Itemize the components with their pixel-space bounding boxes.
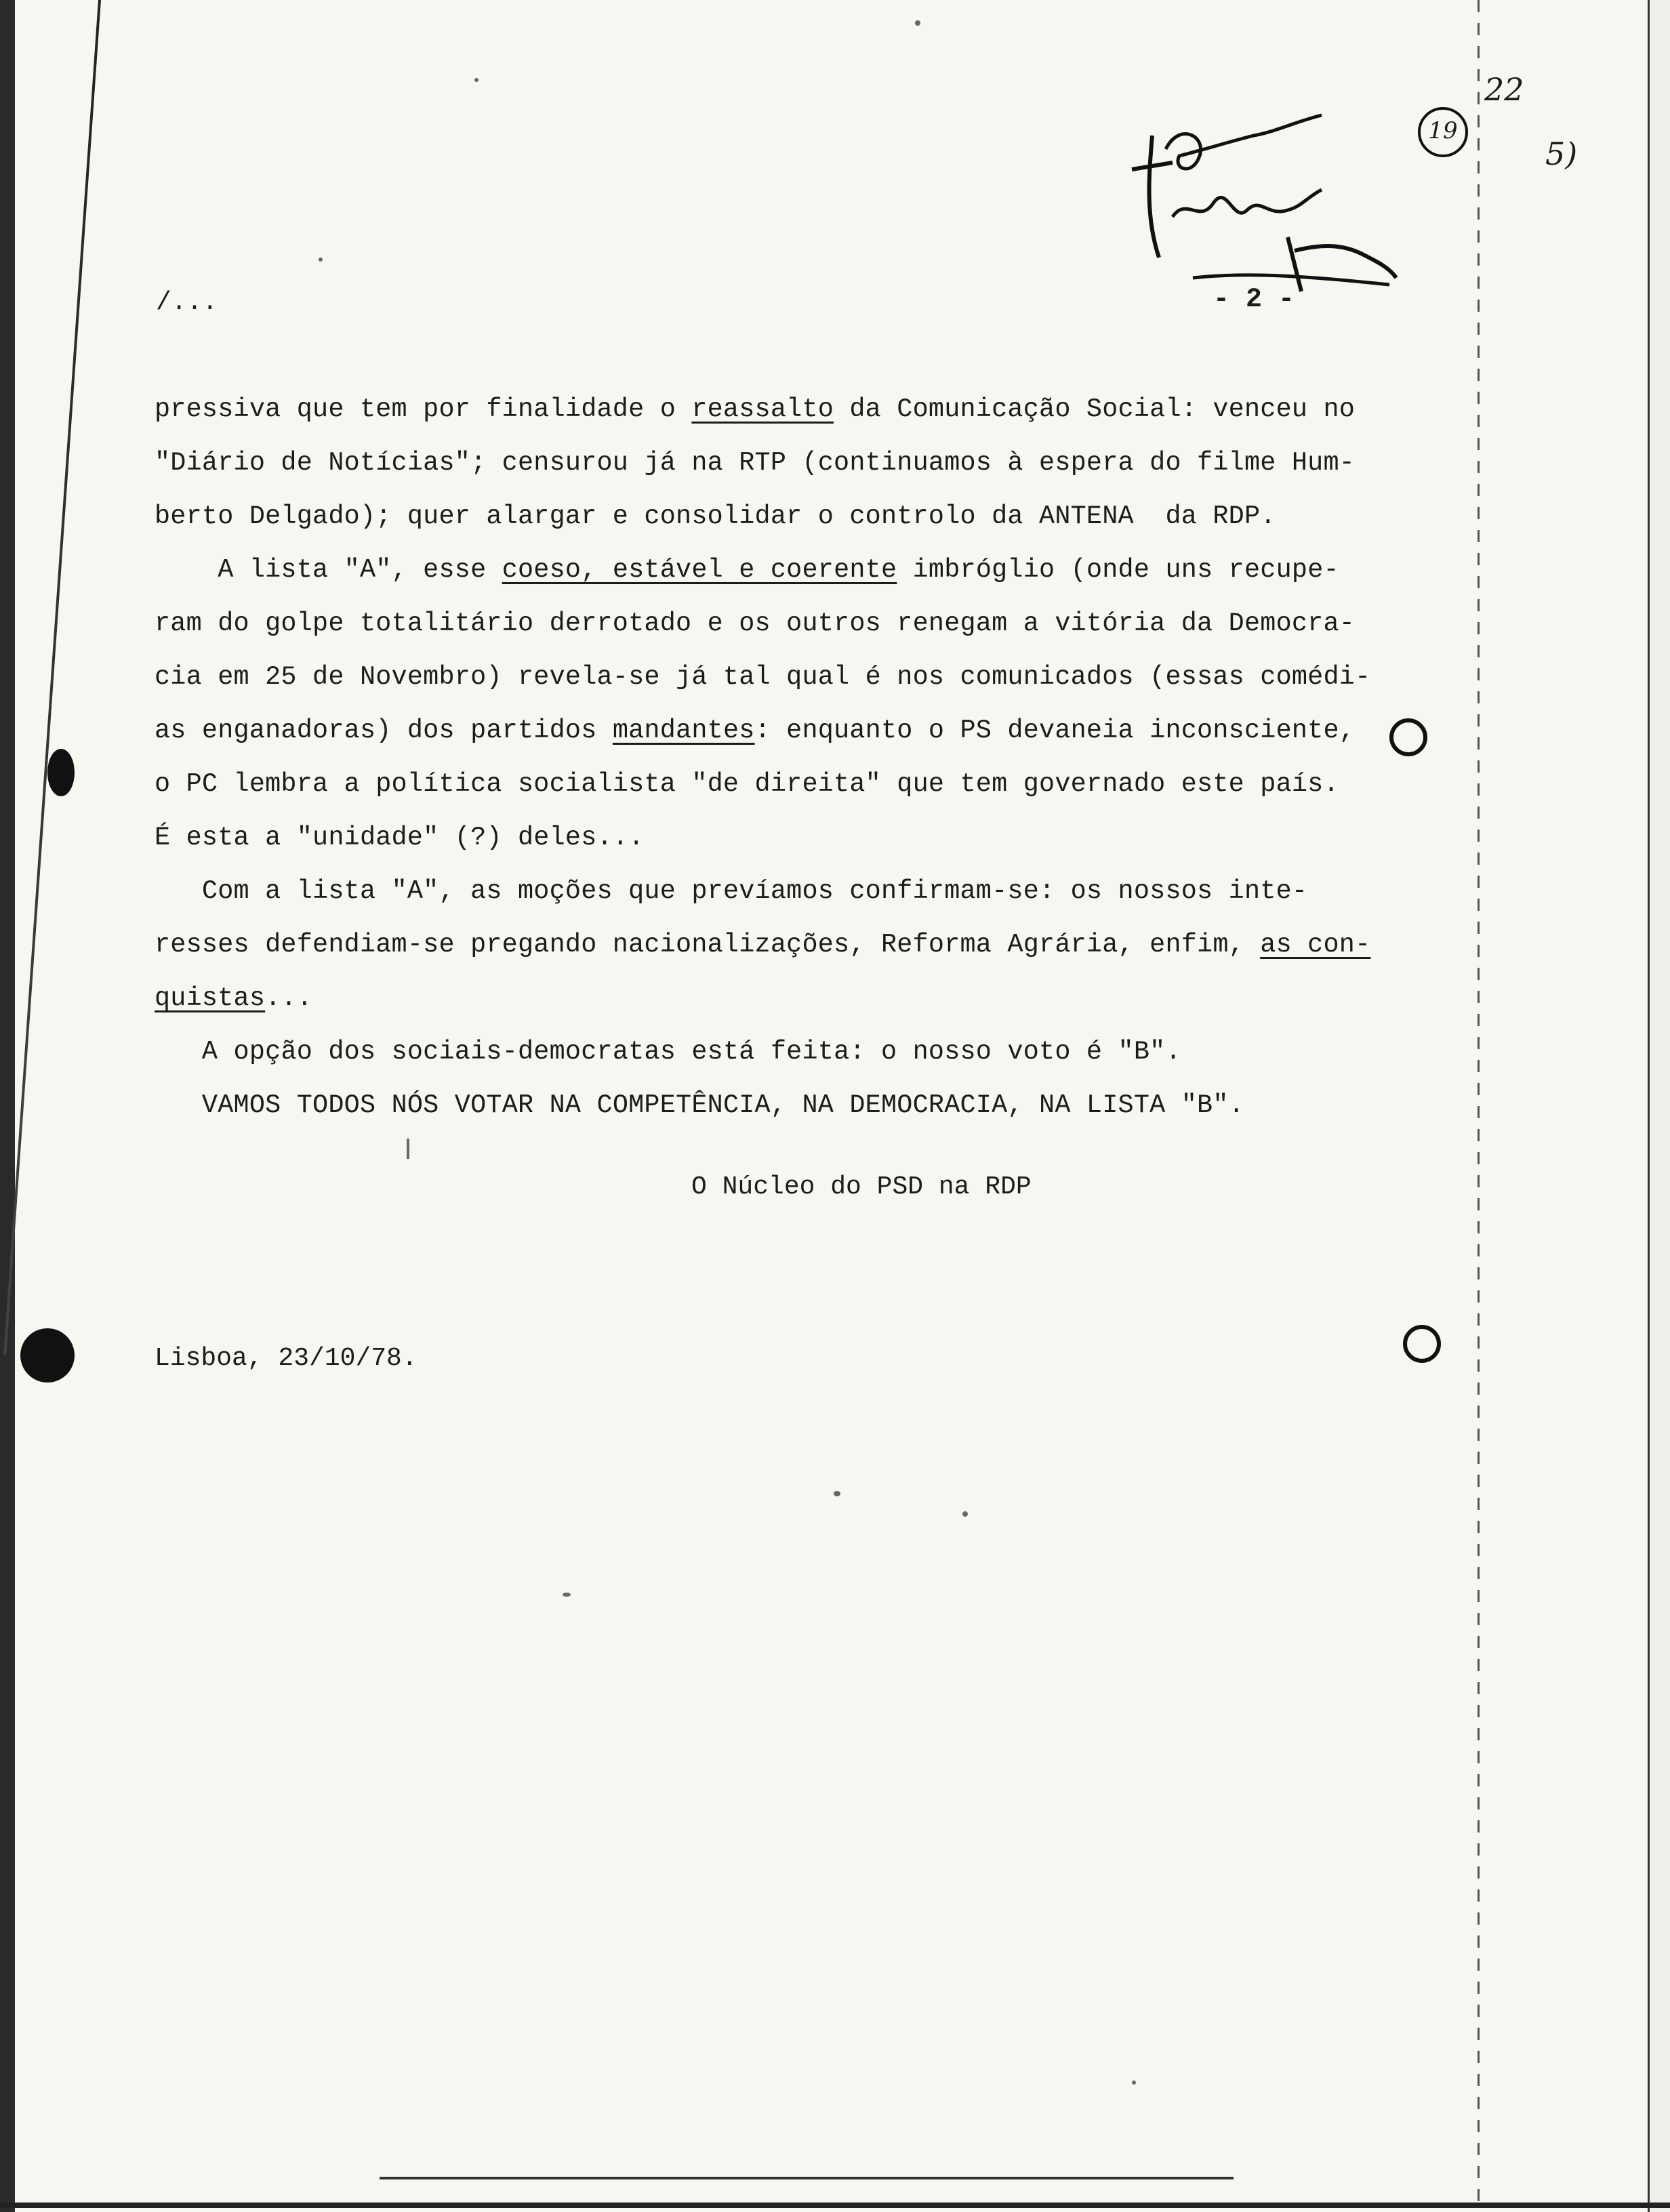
scan-speck [319, 258, 323, 262]
paragraph-4 [155, 1025, 1395, 1079]
paragraph-2 [155, 544, 1395, 865]
circled-number-19: 19 [1418, 107, 1468, 157]
date-line: Lisboa, 23/10/78. [155, 1344, 418, 1373]
text-segment: ... [265, 983, 313, 1013]
paragraph-1 [155, 383, 1395, 544]
scan-speck [962, 1511, 968, 1517]
text-segment: da Comunicação Social: venceu no "Diário de Notícias"; censurou já na RTP (continuamos à espera do filme Hum- berto Delgado); quer alargar e consolidar o controlo da ANTENA da RDP. [155, 394, 1356, 531]
underlined-segment: mandantes [612, 716, 755, 745]
text-segment: A opção dos sociais-democratas está feita: o nosso voto é "B". [155, 1037, 1181, 1067]
left-margin-line [3, 0, 101, 1355]
footer-rule [380, 2177, 1234, 2179]
margin-number-5: 5) [1545, 136, 1578, 172]
page-left-edge [0, 0, 15, 2212]
paragraph-5 [155, 1079, 1395, 1132]
circle-mark-icon [1389, 718, 1427, 756]
right-fold-line [1478, 0, 1480, 2212]
text-segment: Com a lista "A", as moções que prevíamos confirmam-se: os nossos inte- resses defendiam-se pregando nacionalizações, Reforma Agrária, enfim, [155, 876, 1308, 960]
text-segment: pressiva que tem por finalidade o [155, 394, 692, 424]
page-right-edge [1648, 0, 1670, 2212]
punch-hole-icon [20, 1328, 75, 1382]
scan-speck [915, 20, 920, 26]
underlined-segment: as con- quistas [155, 930, 1371, 1013]
underlined-segment: reassalto [691, 394, 834, 424]
continuation-mark: /... [156, 288, 218, 317]
scan-speck [563, 1593, 571, 1597]
letter-body [155, 383, 1395, 1132]
page-number: - 2 - [1213, 285, 1295, 315]
text-segment: : enquanto o PS devaneia inconsciente, o PC lembra a política socialista "de direita" que tem governado este país. É esta a "unidade" (?) deles... [155, 716, 1356, 853]
scan-speck [407, 1139, 409, 1159]
text-segment: imbróglio (onde uns recupe- ram do golpe totalitário derrotado e os outros renegam a vitória da Democra- cia em 25 de Novembro) revela-se já tal qual é nos comunicados (essas comédi- as enganadoras) dos partidos [155, 555, 1371, 745]
page-bottom-edge [0, 2203, 1670, 2208]
punch-hole-icon [47, 749, 75, 796]
scan-speck [474, 78, 478, 82]
paragraph-3 [155, 865, 1395, 1025]
circle-mark-icon [1403, 1325, 1441, 1363]
scan-speck [1132, 2081, 1136, 2085]
handwritten-initials-icon [1118, 95, 1403, 298]
scan-speck [834, 1491, 840, 1496]
text-segment: VAMOS TODOS NÓS VOTAR NA COMPETÊNCIA, NA DEMOCRACIA, NA LISTA "B". [155, 1090, 1244, 1120]
text-segment: A lista "A", esse [155, 555, 502, 585]
signature: O Núcleo do PSD na RDP [691, 1172, 1032, 1202]
circled-number-22: 22 [1484, 71, 1524, 108]
underlined-segment: coeso, estável e coerente [502, 555, 897, 585]
